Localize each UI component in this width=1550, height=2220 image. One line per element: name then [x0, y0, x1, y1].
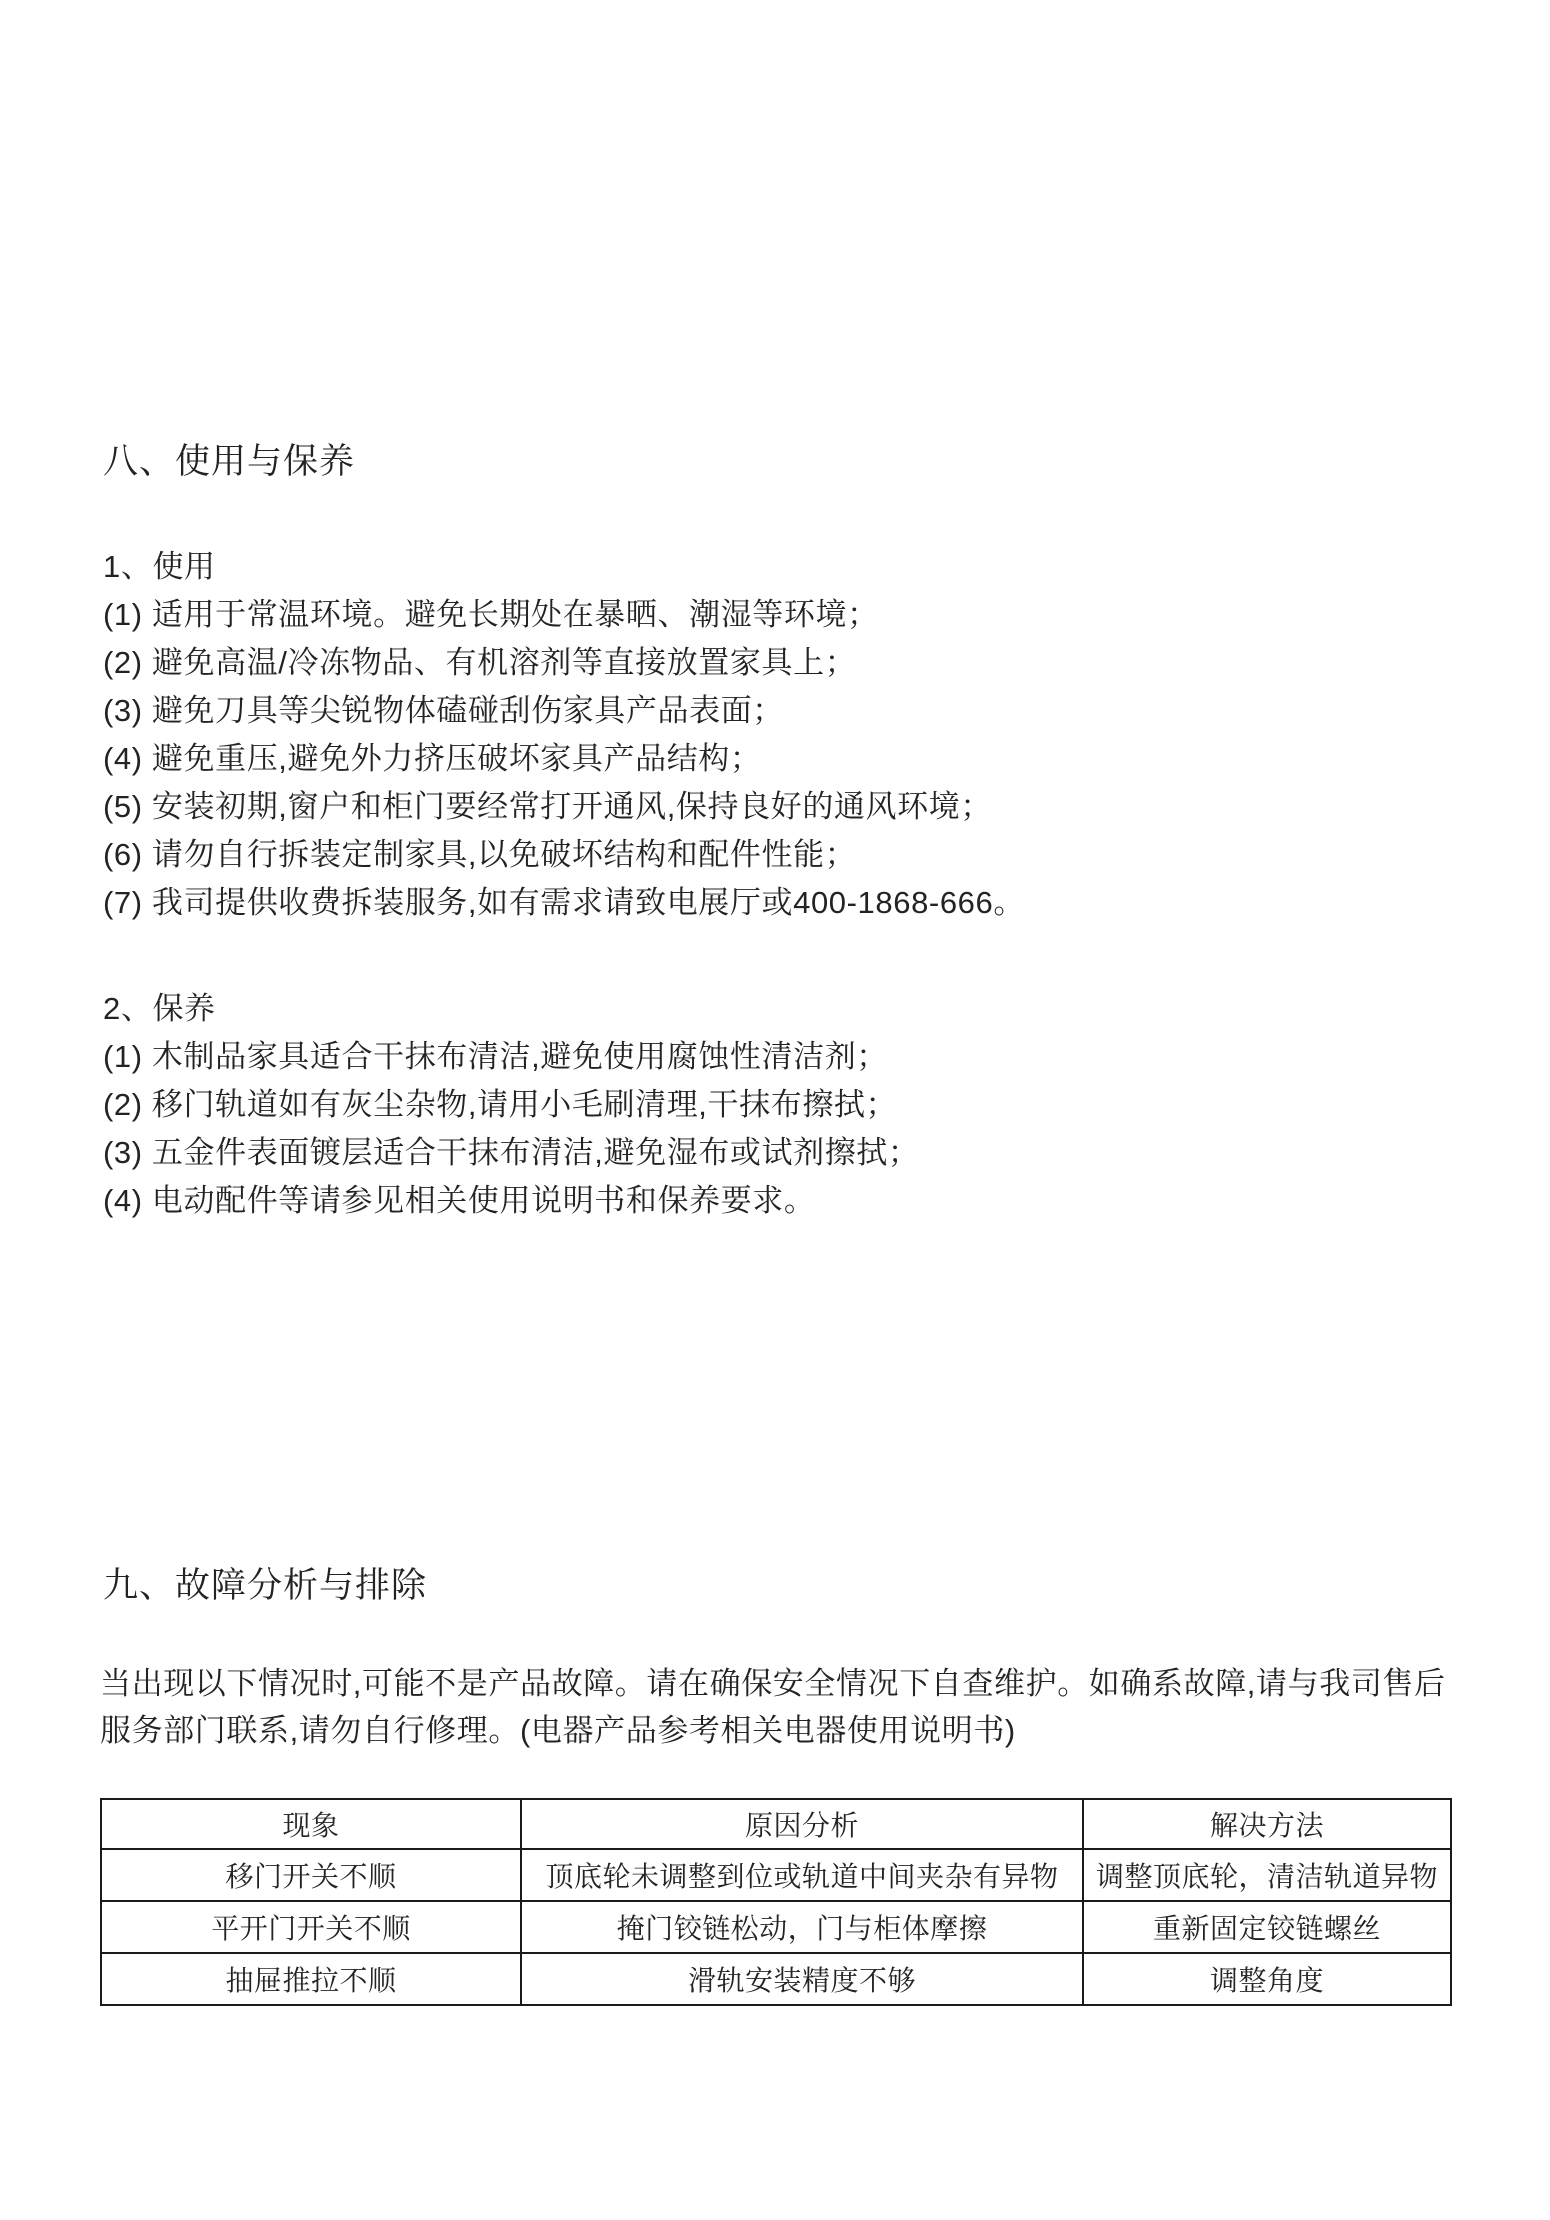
use-item: (5) 安装初期,窗户和柜门要经常打开通风,保持良好的通风环境； [103, 789, 992, 824]
cell-cause: 掩门铰链松动，门与柜体摩擦 [521, 1901, 1083, 1953]
care-item: (4) 电动配件等请参见相关使用说明书和保养要求。 [103, 1183, 816, 1218]
use-item: (1) 适用于常温环境。避免长期处在暴晒、潮湿等环境； [103, 597, 879, 632]
cell-symptom: 移门开关不顺 [101, 1849, 521, 1901]
care-item: (1) 木制品家具适合干抹布清洁,避免使用腐蚀性清洁剂； [103, 1039, 888, 1074]
intro-line: 服务部门联系,请勿自行修理。(电器产品参考相关电器使用说明书) [100, 1713, 1016, 1748]
cell-symptom: 平开门开关不顺 [101, 1901, 521, 1953]
care-section [103, 985, 1450, 1225]
table-row [101, 1953, 1451, 2005]
cell-symptom: 抽屉推拉不顺 [101, 1953, 521, 2005]
use-subheading: 1、使用 [103, 549, 216, 584]
care-subheading: 2、保养 [103, 991, 216, 1026]
cell-solution: 调整顶底轮，清洁轨道异物 [1083, 1849, 1451, 1901]
use-section [103, 543, 1450, 927]
cell-solution: 调整角度 [1083, 1953, 1451, 2005]
cell-solution: 重新固定铰链螺丝 [1083, 1901, 1451, 1953]
care-item: (2) 移门轨道如有灰尘杂物,请用小毛刷清理,干抹布擦拭； [103, 1087, 898, 1122]
use-item: (3) 避免刀具等尖锐物体磕碰刮伤家具产品表面； [103, 693, 784, 728]
troubleshooting-intro [100, 1660, 1454, 1754]
table-header-row [101, 1799, 1451, 1849]
cell-cause: 顶底轮未调整到位或轨道中间夹杂有异物 [521, 1849, 1083, 1901]
use-item: (4) 避免重压,避免外力挤压破坏家具产品结构； [103, 741, 762, 776]
troubleshooting-table [100, 1798, 1452, 2006]
header-symptom: 现象 [101, 1799, 521, 1849]
cell-cause: 滑轨安装精度不够 [521, 1953, 1083, 2005]
header-cause: 原因分析 [521, 1799, 1083, 1849]
intro-line: 当出现以下情况时,可能不是产品故障。请在确保安全情况下自查维护。如确系故障,请与我司售后 [100, 1666, 1446, 1701]
section-title-use-and-care: 八、使用与保养 [103, 442, 356, 481]
care-item: (3) 五金件表面镀层适合干抹布清洁,避免湿布或试剂擦拭； [103, 1135, 920, 1170]
table-row [101, 1901, 1451, 1953]
use-item: (6) 请勿自行拆装定制家具,以免破坏结构和配件性能； [103, 837, 857, 872]
section-title-troubleshooting: 九、故障分析与排除 [103, 1566, 428, 1605]
use-item: (7) 我司提供收费拆装服务,如有需求请致电展厅或400-1868-666。 [103, 885, 1025, 920]
header-solution: 解决方法 [1083, 1799, 1451, 1849]
table-row [101, 1849, 1451, 1901]
use-item: (2) 避免高温/冷冻物品、有机溶剂等直接放置家具上； [103, 645, 857, 680]
